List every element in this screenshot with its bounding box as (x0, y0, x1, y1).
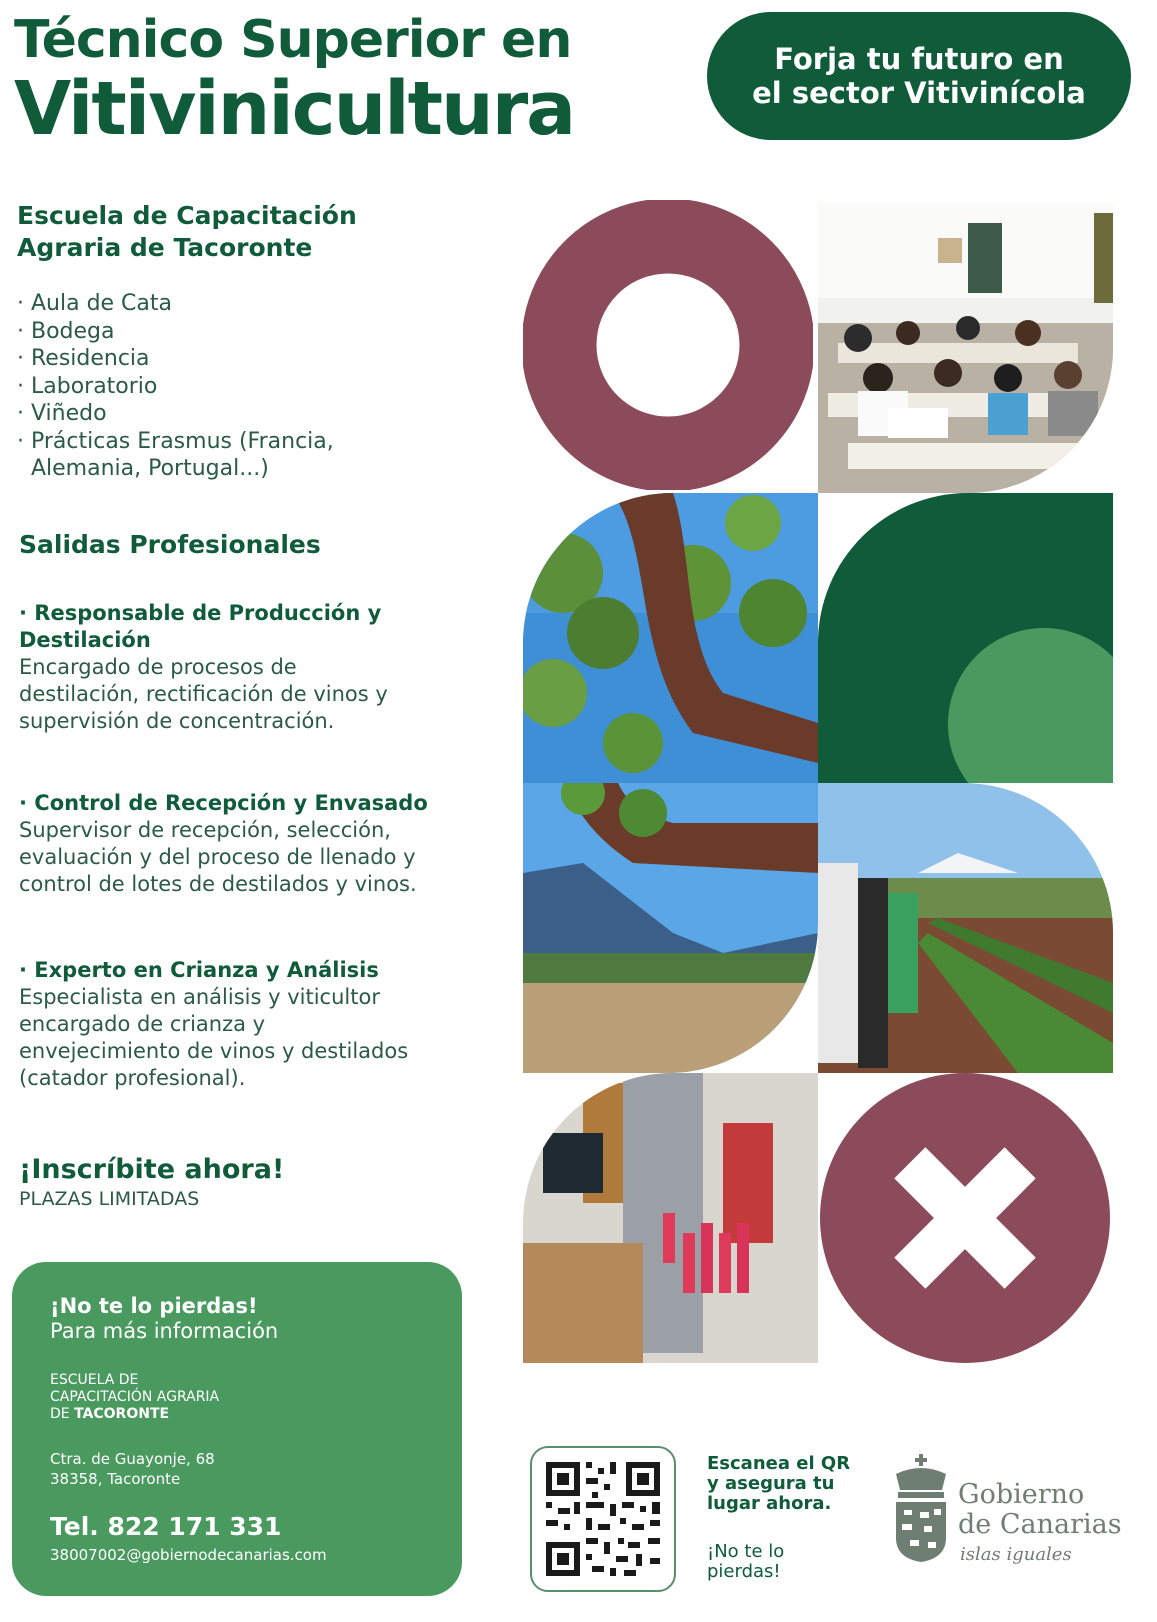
facility-item: · Prácticas Erasmus (Francia, (17, 428, 334, 454)
careers-heading: Salidas Profesionales (19, 530, 321, 559)
career-title: · Control de Recepción y Envasado (19, 791, 428, 815)
logo-name (958, 1480, 1122, 1540)
cross-circle-graphic (818, 1073, 1113, 1363)
info-box (12, 1262, 462, 1596)
ring-shape (523, 200, 813, 490)
career-desc: Encargado de procesos de (19, 655, 297, 679)
career-title: Destilación (19, 628, 151, 652)
facilities-list (17, 290, 334, 483)
bottling-photo (523, 1073, 818, 1363)
career-desc: Especialista en análisis y viticultor (19, 985, 380, 1009)
title-line-1: Técnico Superior en (14, 10, 572, 70)
enroll-headline: ¡Inscríbite ahora! (19, 1154, 285, 1185)
classroom-image (818, 203, 1113, 493)
classroom-photo (818, 203, 1113, 493)
career-item-1 (19, 600, 388, 735)
info-school (50, 1372, 219, 1423)
landscape-image (523, 783, 818, 1073)
career-title: · Responsable de Producción y (19, 601, 382, 625)
green-quarter-shape (818, 493, 1113, 783)
career-desc: Supervisor de recepción, selección, (19, 818, 391, 842)
school-name-line-2: Agraria de Tacoronte (17, 233, 313, 262)
scan-line: lugar ahora. (707, 1493, 832, 1514)
facility-item: · Residencia (17, 346, 150, 371)
gobierno-canarias-logo (890, 1454, 1140, 1584)
vine-photo (523, 493, 818, 783)
career-desc: encargado de crianza y (19, 1012, 266, 1036)
scan-line: Escanea el QR (707, 1453, 851, 1474)
title-line-2: Vitivinicultura (14, 66, 575, 152)
logo-name-line: de Canarias (958, 1509, 1122, 1540)
school-name (17, 200, 357, 264)
info-school-line: ESCUELA DE (50, 1372, 139, 1388)
green-quarter-graphic (818, 493, 1113, 783)
info-school-line (50, 1406, 219, 1423)
vine-image (523, 493, 818, 783)
career-item-2 (19, 790, 428, 898)
facility-item: · Aula de Cata (17, 291, 173, 316)
miss-line: pierdas! (707, 1561, 781, 1582)
info-line-2: Para más información (50, 1319, 279, 1343)
facility-item: · Viñedo (17, 401, 107, 426)
career-title: · Experto en Crianza y Análisis (19, 958, 379, 982)
info-school-town: TACORONTE (74, 1406, 170, 1422)
landscape-photo (523, 783, 818, 1073)
info-address (50, 1449, 215, 1489)
career-item-3 (19, 957, 408, 1092)
facility-item: Alemania, Portugal...) (17, 456, 269, 481)
slogan-line-1: Forja tu futuro en (774, 42, 1064, 76)
info-line-1: ¡No te lo pierdas! (50, 1294, 258, 1318)
scan-line: y asegura tu (707, 1473, 835, 1494)
address-line: Ctra. de Guayonje, 68 (50, 1450, 215, 1468)
career-desc: (catador profesional). (19, 1066, 246, 1090)
career-desc: destilación, rectificación de vinos y (19, 682, 388, 706)
career-desc: control de lotes de destilados y vinos. (19, 872, 417, 896)
coat-of-arms-icon (890, 1454, 952, 1564)
bottling-image (523, 1073, 818, 1363)
vineyard-photo (818, 783, 1113, 1073)
phone-number[interactable]: Tel. 822 171 331 (50, 1512, 282, 1541)
logo-tagline: islas iguales (960, 1544, 1072, 1565)
career-desc: supervisión de concentración. (19, 709, 335, 733)
logo-name-line: Gobierno (958, 1479, 1085, 1510)
info-school-line: CAPACITACIÓN AGRARIA (50, 1389, 220, 1405)
info-school-prefix: DE (50, 1406, 75, 1422)
scan-qr-text (707, 1454, 850, 1514)
slogan-pill (707, 12, 1131, 140)
career-desc: envejecimiento de vinos y destilados (19, 1039, 409, 1063)
email-link[interactable]: 38007002@gobiernodecanarias.com (50, 1546, 327, 1564)
vineyard-image (818, 783, 1113, 1073)
facility-item: · Laboratorio (17, 373, 158, 399)
dont-miss-text (707, 1542, 784, 1582)
qr-code-frame[interactable] (530, 1446, 676, 1592)
slogan-line-2: el sector Vitivinícola (752, 76, 1086, 110)
qr-code-icon (532, 1448, 674, 1590)
facility-item: · Bodega (17, 318, 115, 344)
limited-places: PLAZAS LIMITADAS (19, 1188, 200, 1210)
ring-graphic (523, 200, 813, 490)
school-name-line-1: Escuela de Capacitación (17, 201, 357, 230)
address-line: 38358, Tacoronte (50, 1470, 181, 1488)
career-desc: evaluación y del proceso de llenado y (19, 845, 416, 869)
cross-circle-shape (818, 1073, 1113, 1363)
miss-line: ¡No te lo (707, 1541, 785, 1562)
